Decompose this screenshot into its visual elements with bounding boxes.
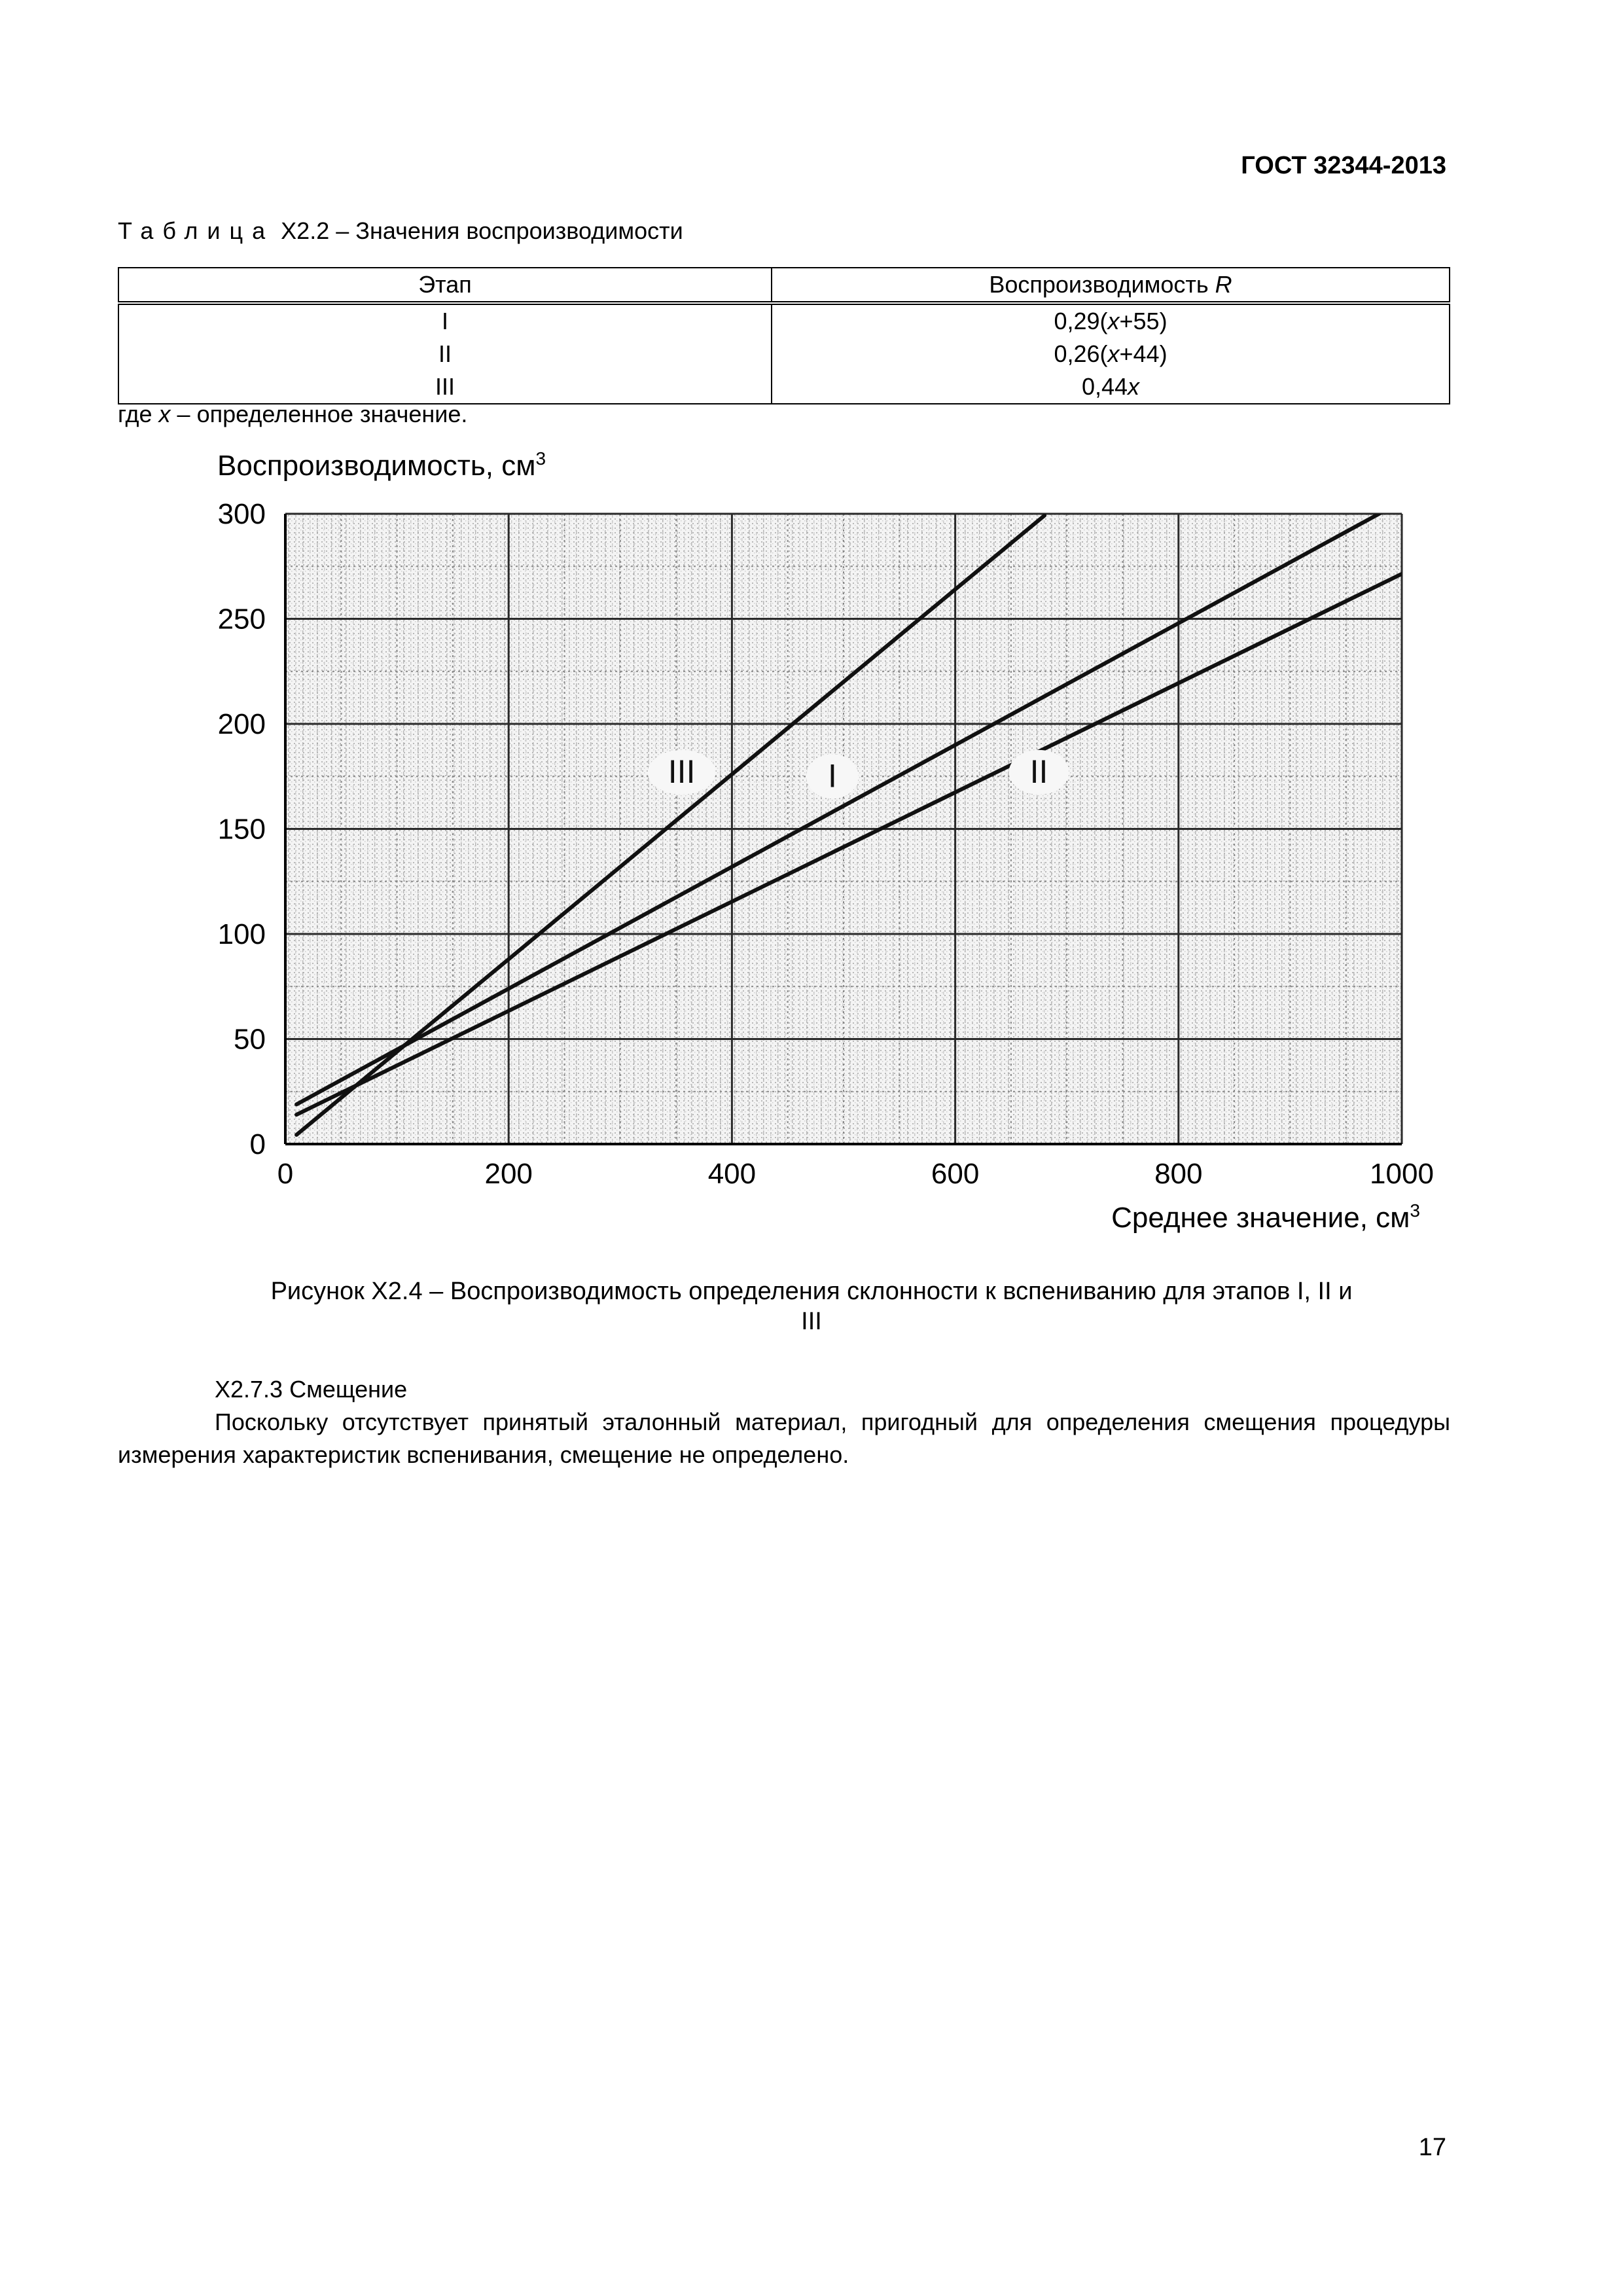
y-tick-label: 150 [217,813,266,846]
page-number: 17 [1418,2134,1446,2161]
formula-tail: +44) [1119,340,1168,367]
formula-var: x [1128,373,1140,400]
section-heading: Х2.7.3 Смещение [215,1376,408,1403]
y-axis-title-text: Воспроизводимость, см [217,450,536,482]
series-label-II: II [1029,753,1048,790]
note-variable: x [158,401,171,427]
header-stage: Этап [118,268,772,303]
formula-var: x [1107,340,1120,367]
formula-var: x [1107,308,1120,334]
y-tick-label: 0 [249,1128,266,1160]
y-axis-title-sup: 3 [535,448,546,469]
header-reproducibility-symbol: R [1215,271,1232,298]
document-code: ГОСТ 32344-2013 [1241,152,1446,179]
note-prefix: где [118,401,159,427]
y-axis-title [217,448,546,482]
y-tick-label: 50 [234,1023,266,1056]
table-caption-text: Х2.2 – Значения воспроизводимости [281,217,683,244]
header-reproducibility-text: Воспроизводимость [989,271,1215,298]
formula-tail: +55) [1119,308,1168,334]
x-tick-label: 800 [1154,1158,1203,1190]
x-axis-title [1111,1200,1420,1234]
figure-caption-line-2: III [801,1308,822,1335]
x-tick-label: 600 [931,1158,980,1190]
series-label-I: I [827,757,837,795]
figure-caption [196,1276,1427,1336]
formula-coef: 0,29( [1054,308,1108,334]
table-caption-word: Таблица [118,217,275,244]
x-tick-label: 400 [707,1158,757,1190]
y-tick-label: 100 [217,918,266,950]
formula-coef: 0,26( [1054,340,1108,367]
x-tick-label: 200 [484,1158,533,1190]
figure-caption-line-1: Рисунок Х2.4 – Воспроизводимость определения склонности к вспениванию для этапов I, II и [270,1278,1353,1305]
section-paragraph: Поскольку отсутствует принятый эталонный материал, пригодный для определения смещения процедуры измерения характеристик вспенивания, смещение не определено. [118,1408,1450,1468]
y-tick-label: 200 [217,708,266,740]
x-tick-label: 1000 [1370,1158,1434,1190]
stage-cell: I [118,303,772,338]
stage-cell: II [118,338,772,370]
stage-cell: III [118,370,772,404]
series-label-III: III [668,753,696,790]
grid [285,514,1402,1144]
y-tick-label: 250 [217,603,266,636]
x-axis-title-text: Среднее значение, см [1111,1202,1410,1234]
x-tick-label: 0 [277,1158,294,1190]
formula-coef: 0,44 [1081,373,1128,400]
y-tick-label: 300 [217,498,266,530]
note-text: – определенное значение. [170,401,468,427]
x-axis-title-sup: 3 [1410,1200,1420,1221]
